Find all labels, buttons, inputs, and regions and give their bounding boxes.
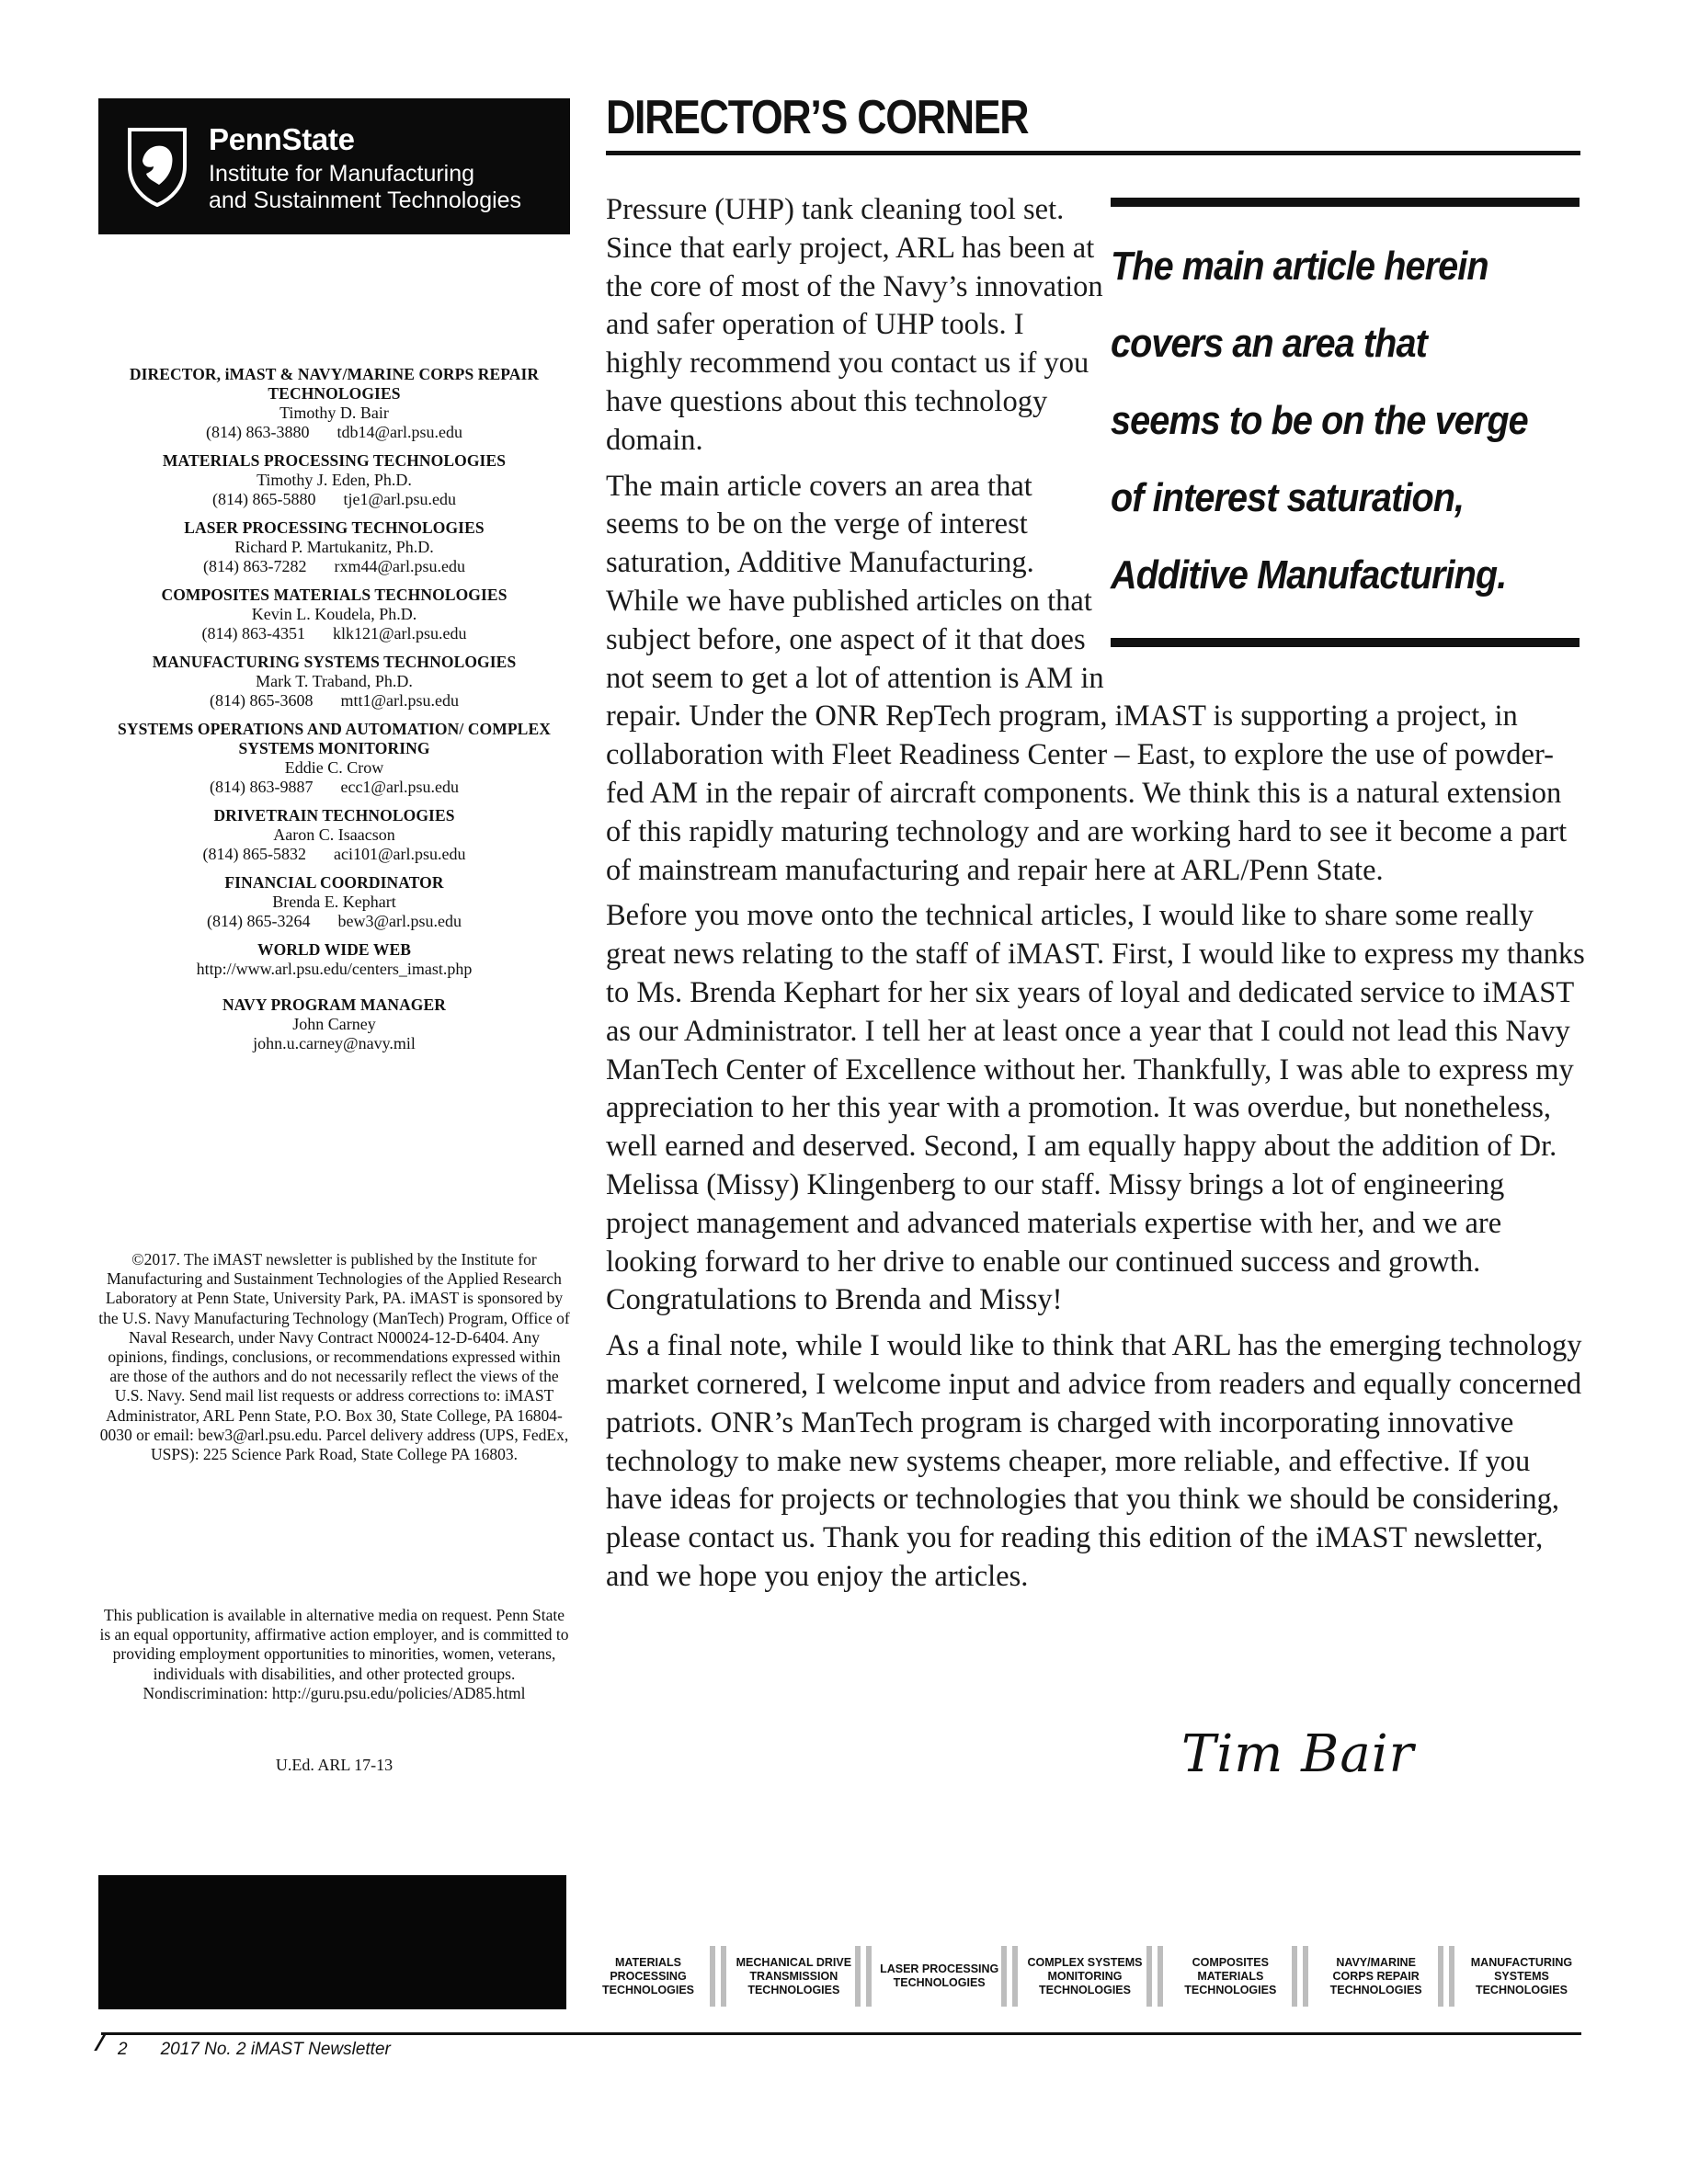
directory-name: Timothy D. Bair — [279, 404, 389, 422]
directory-phone: (814) 863-7282 — [202, 557, 307, 575]
article-paragraph: Before you move onto the technical articles, I would like to share some really great news relating to the staff of iMAST. First, I would like to express my thanks to Ms. Brenda Kephart for her six years of loyal and dedicated service to iMAST as our Administrator. I tell her at least once a year that I could not lead this Navy ManTech Center of Excellence without her. Thankfully, I was able to express my appreciation to her this year with a promotion. It was overdue, but nonetheless, well earned and deserved. Second, I am equally happy about the addition of Dr. Melissa (Missy) Klingenberg to our staff. Missy brings a lot of engineering project management and advanced materials expertise with her, and we are looking forward to her drive to enable our continued success and growth. Congratulations to Brenda and Missy! — [606, 899, 1585, 1317]
publication-code: U.Ed. ARL 17-13 — [275, 1756, 393, 1774]
directory-title: SYSTEMS OPERATIONS AND AUTOMATION/ COMPLEX SYSTEMS MONITORING — [118, 720, 551, 757]
directory-contact — [98, 691, 570, 711]
directory-name: Eddie C. Crow — [284, 758, 384, 777]
copyright-notice: ©2017. The iMAST newsletter is published by the Institute for Manufacturing and Sustainment Technologies of the Applied Research Laboratory at Penn State, University Park, PA. iMAST is sponsored by the U.S. Navy Manufacturing Technology (ManTech) Program, Office of Naval Research, under Navy Contract N00024-12-D-6404. Any opinions, findings, conclusions, or recommendations expressed within are those of the authors and do not necessarily reflect the views of the U.S. Navy. Send mail list requests or address corrections to: iMAST Administrator, ARL Penn State, P.O. Box 30, State College, PA 16804-0030 or email: bew3@arl.psu.edu. Parcel delivery address (UPS, FedEx, USPS): 225 Science Park Road, State College PA 16803. — [98, 1250, 570, 1464]
directory-name: Aaron C. Isaacson — [273, 825, 395, 844]
tech-divider — [1292, 1946, 1308, 2007]
penn-state-logo — [98, 98, 570, 234]
black-panel — [98, 1875, 566, 2009]
directory-contact — [98, 490, 570, 509]
directory-title: MANUFACTURING SYSTEMS TECHNOLOGIES — [152, 653, 517, 671]
article-paragraph: The main article covers an area that seems to be on the verge of interest saturation, Additive Manufacturing. While we have published articles on that subject before, one aspect of it that does not seem to get a lot of attention is AM in repair. Under the ONR RepTech program, iMAST is supporting a project, in collaboration with Fleet Readiness Center – East, to explore the use of powder-fed AM in the repair of aircraft components. We think this is a natural extension of this rapidly maturing technology and are working hard to see it become a part of mainstream manufacturing and repair here at ARL/Penn State. — [606, 469, 1568, 887]
signature: Tim Bair — [1181, 1724, 1415, 1784]
page-number: 2 — [118, 2040, 128, 2059]
directory-email: rxm44@arl.psu.edu — [334, 557, 466, 575]
directory-title: MATERIALS PROCESSING TECHNOLOGIES — [162, 451, 507, 470]
directory-contact — [98, 624, 570, 643]
tech-item — [734, 1946, 872, 2007]
tech-divider — [1001, 1946, 1018, 2007]
directory-email: ecc1@arl.psu.edu — [340, 778, 459, 796]
directory-entry — [98, 720, 570, 797]
directory-email: aci101@arl.psu.edu — [333, 845, 466, 863]
tech-divider — [1146, 1946, 1163, 2007]
tech-item — [1170, 1946, 1308, 2007]
directory-phone: (814) 865-5832 — [202, 845, 306, 863]
directory-phone: (814) 863-3880 — [205, 423, 310, 441]
directory-contact — [98, 778, 570, 797]
directory-entry — [98, 873, 570, 931]
page-folio — [118, 2040, 391, 2060]
tech-divider — [710, 1946, 726, 2007]
directory-title: FINANCIAL COORDINATOR — [224, 873, 444, 892]
technology-labels — [588, 1944, 1581, 2008]
pullquote: The main article herein covers an area that seems to be on the verge of interest saturation, Additive Manufacturing. — [1111, 244, 1528, 597]
directory-name: Timothy J. Eden, Ph.D. — [257, 471, 412, 489]
directory-entry — [98, 451, 570, 509]
tech-item — [880, 1946, 1018, 2007]
publication-name: 2017 No. 2 iMAST Newsletter — [160, 2040, 391, 2059]
tech-label: MATERIALS PROCESSING TECHNOLOGIES — [601, 1955, 694, 1996]
tech-divider — [855, 1946, 872, 2007]
logo-subtitle — [209, 161, 521, 214]
directory-contact — [98, 845, 570, 864]
tech-label: COMPOSITES MATERIALS TECHNOLOGIES — [1184, 1955, 1277, 1996]
directory-entry — [98, 806, 570, 864]
directory-contact — [98, 557, 570, 576]
program-manager-entry — [98, 995, 570, 1053]
logo-wordmark: PennState — [209, 122, 355, 156]
directory-phone: (814) 863-9887 — [209, 778, 314, 796]
tech-label: MANUFACTURING SYSTEMS TECHNOLOGIES — [1470, 1955, 1573, 1996]
directory-email: bew3@arl.psu.edu — [337, 912, 462, 930]
footer-rule-tick — [94, 2032, 108, 2051]
directory-entry — [98, 365, 570, 442]
nittany-lion-shield-icon — [126, 124, 188, 207]
directory-title: COMPOSITES MATERIALS TECHNOLOGIES — [161, 586, 508, 604]
directory-email: tje1@arl.psu.edu — [343, 490, 457, 508]
logo-subtitle-line2: and Sustainment Technologies — [209, 188, 522, 213]
directory-title: LASER PROCESSING TECHNOLOGIES — [184, 518, 485, 537]
article-paragraph: Pressure (UHP) tank cleaning tool set. Since that early project, ARL has been at the core of most of the Navy’s innovation and safer operation of UHP tools. I highly recommend you contact us if you have questions about this technology domain. — [606, 193, 1103, 457]
article-paragraph: As a final note, while I would like to think that ARL has the emerging technology market cornered, I welcome input and advice from readers and equally concerned patriots. ONR’s ManTech program is charged with incorporating innovative technology to make new systems cheaper, more reliable, and effective. If you have ideas for projects or technologies that you think we should be considering, please contact us. Thank you for reading this edition of the iMAST newsletter, and we hope you enjoy the articles. — [606, 1329, 1582, 1593]
website-title: WORLD WIDE WEB — [257, 940, 412, 959]
directory-phone: (814) 865-5880 — [211, 490, 316, 508]
directory-title: DRIVETRAIN TECHNOLOGIES — [213, 806, 455, 825]
directory-entry — [98, 518, 570, 576]
directory-title: DIRECTOR, iMAST & NAVY/MARINE CORPS REPAIR TECHNOLOGIES — [129, 365, 540, 403]
directory-phone: (814) 863-4351 — [201, 624, 305, 643]
tech-label: NAVY/MARINE CORPS REPAIR TECHNOLOGIES — [1329, 1955, 1422, 1996]
page-title: DIRECTOR’S CORNER — [606, 91, 1029, 144]
program-manager-name: John Carney — [292, 1015, 376, 1033]
directory-contact — [98, 912, 570, 931]
directory-phone: (814) 865-3608 — [209, 691, 314, 710]
directory-contact — [98, 423, 570, 442]
tech-label: MECHANICAL DRIVE TRANSMISSION TECHNOLOGIES — [736, 1955, 852, 1996]
directory-phone: (814) 865-3264 — [206, 912, 311, 930]
footer-divider — [101, 2032, 1581, 2035]
tech-item — [1317, 1946, 1454, 2007]
directory-entry — [98, 586, 570, 643]
tech-item — [1462, 1956, 1581, 1997]
website-url[interactable]: http://www.arl.psu.edu/centers_imast.php — [196, 960, 473, 978]
directory-name: Richard P. Martukanitz, Ph.D. — [234, 538, 434, 556]
publication-notice: This publication is available in alternative media on request. Penn State is an equal opportunity, affirmative action employer, and is committed to providing employment opportunities to minorities, women, veterans, individuals with disabilities, and other protected groups. Nondiscrimination: http://guru.psu.edu/policies/AD85.html — [99, 1606, 569, 1702]
tech-item — [588, 1946, 726, 2007]
tech-item — [1025, 1946, 1163, 2007]
directory-name: Brenda E. Kephart — [272, 893, 396, 911]
logo-subtitle-line1: Institute for Manufacturing — [209, 161, 475, 187]
directory-email: tdb14@arl.psu.edu — [336, 423, 463, 441]
directory-email: klk121@arl.psu.edu — [332, 624, 467, 643]
pullquote-spacer — [1107, 191, 1585, 688]
tech-label: LASER PROCESSING TECHNOLOGIES — [880, 1962, 999, 1989]
header-divider — [606, 151, 1580, 155]
tech-label: COMPLEX SYSTEMS MONITORING TECHNOLOGIES — [1027, 1955, 1143, 1996]
directory-email: mtt1@arl.psu.edu — [340, 691, 460, 710]
directory-name: Mark T. Traband, Ph.D. — [256, 672, 413, 690]
tech-divider — [1438, 1946, 1454, 2007]
program-manager-email[interactable]: john.u.carney@navy.mil — [253, 1034, 416, 1052]
article-body — [606, 191, 1585, 1604]
program-manager-title: NAVY PROGRAM MANAGER — [222, 995, 447, 1014]
directory-entry — [98, 653, 570, 711]
directory-name: Kevin L. Koudela, Ph.D. — [251, 605, 417, 623]
staff-directory — [98, 365, 570, 1063]
website-entry — [98, 940, 570, 979]
